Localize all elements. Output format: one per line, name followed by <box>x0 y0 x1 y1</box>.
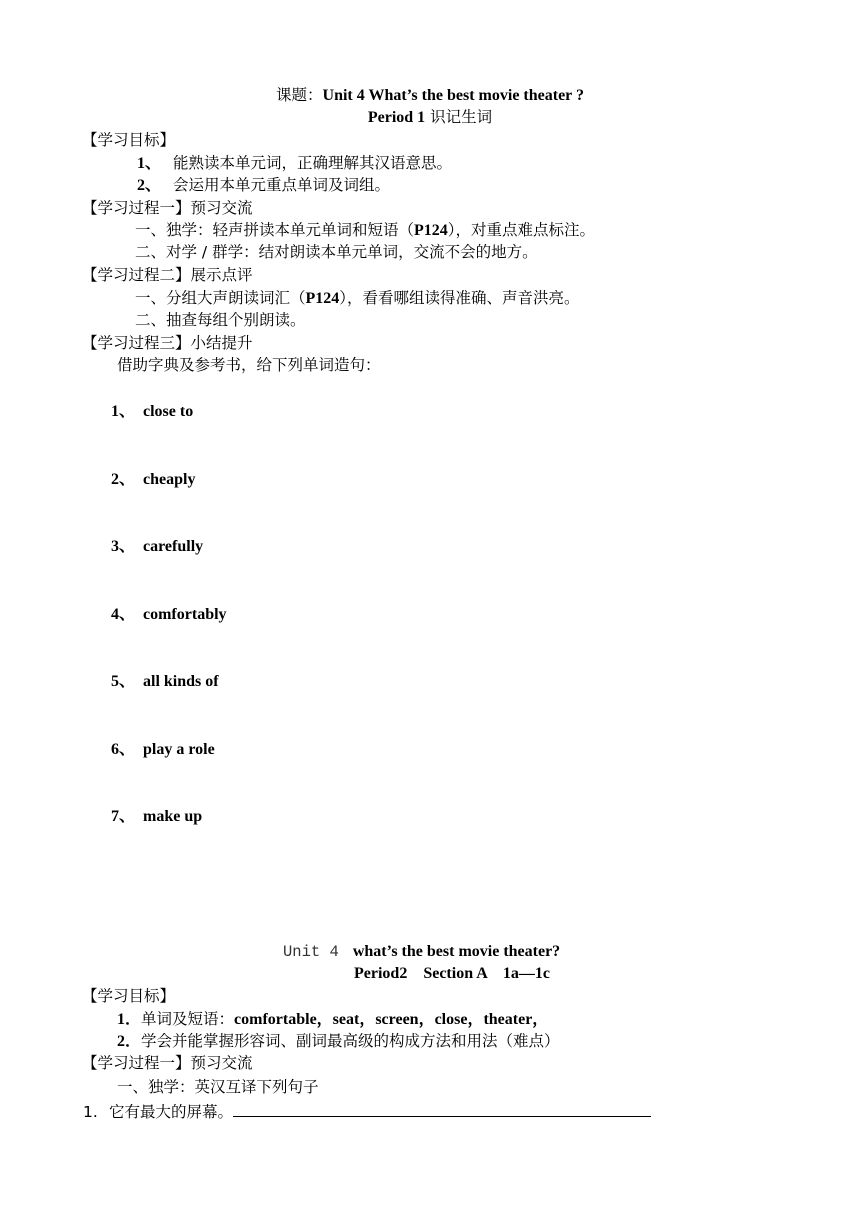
goal-item <box>117 1030 560 1053</box>
word-number: 1、 <box>111 403 136 420</box>
word-item <box>111 603 227 626</box>
unit-title-text: what’s the best movie theater? <box>352 943 561 960</box>
item-number: 1. <box>83 1103 98 1121</box>
word-text: make up <box>143 808 203 825</box>
unit-label: Unit 4 <box>283 943 339 961</box>
word-item <box>111 535 203 558</box>
word-number: 4、 <box>111 606 136 623</box>
goals-heading: 【学习目标】 <box>82 131 176 149</box>
word-number: 6、 <box>111 741 136 758</box>
lesson-title-text: Unit 4 What’s the best movie theater ? <box>322 87 584 104</box>
word-item <box>111 805 202 828</box>
unit-title <box>283 940 560 963</box>
process1-heading: 【学习过程一】预习交流 <box>82 1054 253 1072</box>
word-text: cheaply <box>143 471 196 488</box>
word-number: 7、 <box>111 808 136 825</box>
goal-item <box>117 1008 548 1031</box>
goal-vocabulary: comfortable，seat，screen，close，theater， <box>234 1011 549 1028</box>
step-text: 一、独学：轻声拼读本单元单词和短语（ <box>135 221 415 239</box>
process2-step-b: 二、抽查每组个别朗读。 <box>135 311 306 329</box>
word-number: 5、 <box>111 673 136 690</box>
word-text: play a role <box>143 741 215 758</box>
word-number: 3、 <box>111 538 136 555</box>
word-text: close to <box>143 403 194 420</box>
goal-label: 单词及短语： <box>141 1010 235 1028</box>
process2-step-a <box>135 287 580 310</box>
period-topic: 识记生词 <box>425 108 493 126</box>
goal-number: 1． <box>117 1011 142 1028</box>
goal-item <box>137 174 390 197</box>
process1-step-a <box>135 219 595 242</box>
goals-heading: 【学习目标】 <box>82 987 176 1005</box>
goal-number: 2、 <box>137 177 162 194</box>
translation-item <box>83 1100 651 1123</box>
lesson-title <box>0 84 860 107</box>
goal-number: 2． <box>117 1033 142 1050</box>
process3-intro: 借助字典及参考书，给下列单词造句： <box>117 356 381 374</box>
word-item <box>111 738 215 761</box>
period-number: Period 1 <box>367 109 426 126</box>
word-item <box>111 468 195 491</box>
process1-step-a: 一、独学：英汉互译下列句子 <box>117 1078 319 1096</box>
process2-heading: 【学习过程二】展示点评 <box>82 266 253 284</box>
goal-number: 1、 <box>137 155 162 172</box>
process1-heading: 【学习过程一】预习交流 <box>82 199 253 217</box>
word-text: comfortably <box>143 606 227 623</box>
goal-text: 学会并能掌握形容词、副词最高级的构成方法和用法（难点） <box>141 1032 560 1050</box>
step-text: ），对重点难点标注。 <box>447 221 596 239</box>
period-section-title: Period2 Section A 1a—1c <box>354 965 550 982</box>
answer-line[interactable] <box>233 1100 651 1117</box>
lesson-title-label: 课题： <box>276 86 323 104</box>
step-text: ），看看哪组读得准确、声音洪亮。 <box>339 289 580 307</box>
process3-heading: 【学习过程三】小结提升 <box>82 334 253 352</box>
word-text: all kinds of <box>143 673 219 690</box>
word-item <box>111 670 219 693</box>
page-reference: P124 <box>414 222 448 239</box>
page-reference: P124 <box>305 290 340 307</box>
word-text: carefully <box>143 538 204 555</box>
item-text: 它有最大的屏幕。 <box>109 1103 234 1121</box>
word-number: 2、 <box>111 471 136 488</box>
step-text: 一、分组大声朗读词汇（ <box>135 289 306 307</box>
goal-item <box>137 152 452 175</box>
goal-text: 能熟读本单元词，正确理解其汉语意思。 <box>173 154 453 172</box>
process1-step-b: 二、对学 / 群学：结对朗读本单元单词，交流不会的地方。 <box>135 243 538 261</box>
goal-text: 会运用本单元重点单词及词组。 <box>173 176 391 194</box>
period-title <box>0 106 860 129</box>
word-item <box>111 400 193 423</box>
